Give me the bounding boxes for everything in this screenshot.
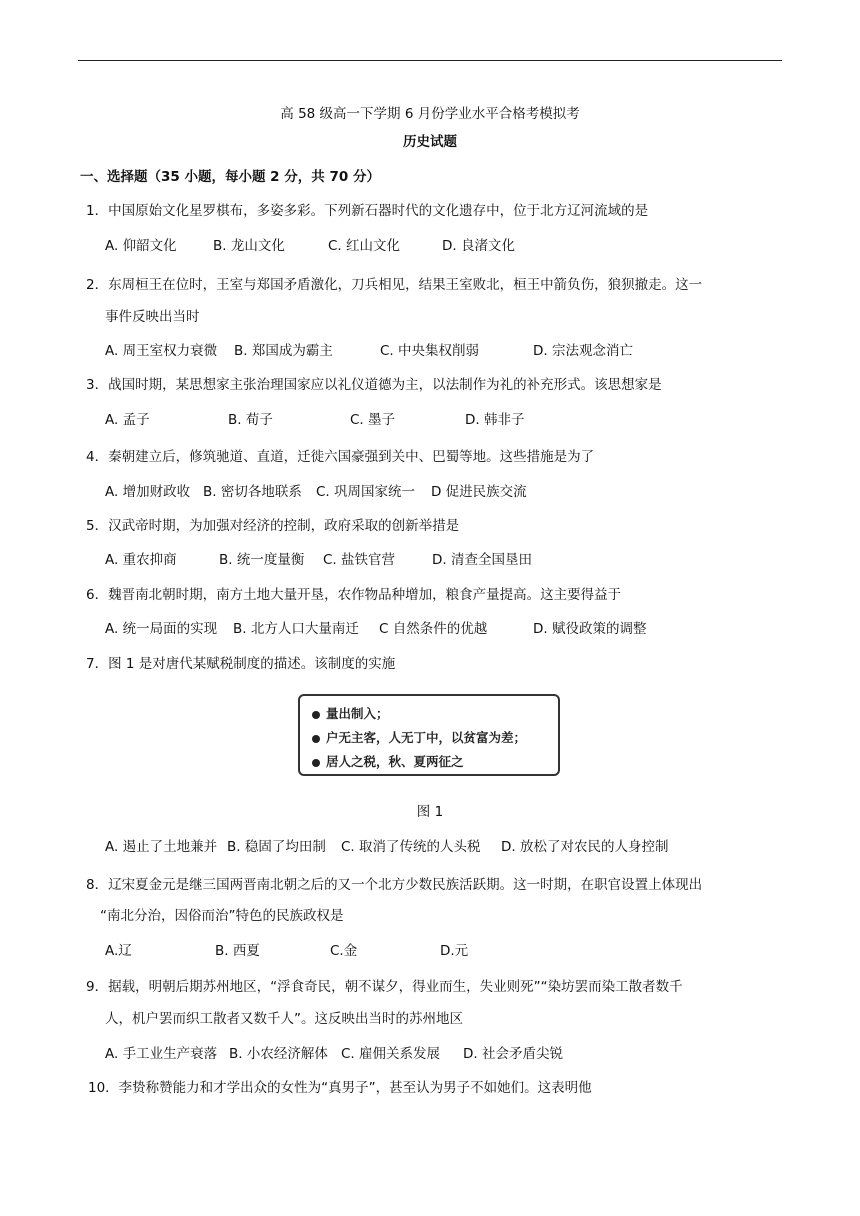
q9-option-c: C. 雇佣关系发展 <box>341 1046 441 1062</box>
q9-option-a: A. 手工业生产衰落 <box>105 1046 218 1062</box>
q4-option-c: C. 巩周国家统一 <box>316 484 416 500</box>
q1-option-a: A. 仰韶文化 <box>105 238 177 254</box>
question-3-stem: 3．战国时期，某思想家主张治理国家应以礼仪道德为主，以法制作为礼的补充形式。该思想家是 <box>86 377 662 393</box>
bullet-icon <box>312 711 320 719</box>
q6-option-b: B. 北方人口大量南迁 <box>233 621 359 637</box>
question-9-stem: 9．据载，明朝后期苏州地区，“浮食奇民，朝不谋夕，得业而生，失业则死”“染坊罢而染工散者数千 <box>86 979 683 995</box>
q5-option-c: C. 盐铁官营 <box>323 552 396 568</box>
q4-option-a: A. 增加财政收 <box>105 484 191 500</box>
q9-option-b: B. 小农经济解体 <box>229 1046 328 1062</box>
question-8-stem-cont: “南北分治，因俗而治”特色的民族政权是 <box>100 908 344 924</box>
q6-option-c: C 自然条件的优越 <box>379 621 488 637</box>
q5-option-b: B. 统一度量衡 <box>219 552 305 568</box>
exam-title: 历史试题 <box>403 134 457 150</box>
question-4-stem: 4．秦朝建立后，修筑驰道、直道，迁徙六国豪强到关中、巴蜀等地。这些措施是为了 <box>86 449 595 465</box>
question-5-stem: 5．汉武帝时期，为加强对经济的控制，政府采取的创新举措是 <box>86 518 460 534</box>
q8-option-b: B. 西夏 <box>215 943 260 959</box>
q5-option-a: A. 重农抑商 <box>105 552 177 568</box>
question-2-stem: 2．东周桓王在位时，王室与郑国矛盾激化，刀兵相见，结果王室败北，桓王中箭负伤，狼狈撤走。这一 <box>86 277 703 293</box>
bullet-icon <box>312 735 320 743</box>
question-6-stem: 6．魏晋南北朝时期，南方土地大量开垦，农作物品种增加，粮食产量提高。这主要得益于 <box>86 587 622 603</box>
section-heading: 一、选择题（35 小题，每小题 2 分，共 70 分） <box>80 169 380 185</box>
q1-option-d: D. 良渚文化 <box>442 238 515 254</box>
question-9-stem-cont: 人，机户罢而织工散者又数千人”。这反映出当时的苏州地区 <box>105 1011 463 1027</box>
q8-option-a: A.辽 <box>105 943 132 959</box>
figure-1-caption: 图 1 <box>416 804 444 820</box>
figure-1-box <box>298 694 560 776</box>
figure-1-line-3: 居人之税，秋、夏两征之 <box>312 752 464 770</box>
q7-option-b: B. 稳固了均田制 <box>227 839 326 855</box>
q2-option-a: A. 周王室权力衰微 <box>105 343 218 359</box>
figure-1-line-1: 量出制入； <box>312 704 389 722</box>
q3-option-d: D. 韩非子 <box>465 412 525 428</box>
question-7-stem: 7．图 1 是对唐代某赋税制度的描述。该制度的实施 <box>86 656 396 672</box>
q2-option-d: D. 宗法观念消亡 <box>533 343 633 359</box>
q7-option-c: C. 取消了传统的人头税 <box>341 839 481 855</box>
q3-option-c: C. 墨子 <box>350 412 396 428</box>
q6-option-d: D. 赋役政策的调整 <box>533 621 647 637</box>
q9-option-d: D. 社会矛盾尖锐 <box>463 1046 563 1062</box>
figure-1-line-2: 户无主客，人无丁中，以贫富为差； <box>312 728 526 746</box>
question-1-stem: 1．中国原始文化星罗棋布，多姿多彩。下列新石器时代的文化遗存中，位于北方辽河流域的是 <box>86 203 649 219</box>
q2-option-c: C. 中央集权削弱 <box>380 343 480 359</box>
header-rule <box>78 60 782 61</box>
q4-option-b: B. 密切各地联系 <box>203 484 302 500</box>
question-8-stem: 8．辽宋夏金元是继三国两晋南北朝之后的又一个北方少数民族活跃期。这一时期，在职官设置上体现出 <box>86 877 703 893</box>
q8-option-d: D.元 <box>440 943 469 959</box>
bullet-icon <box>312 759 320 767</box>
q4-option-d: D 促进民族交流 <box>431 484 527 500</box>
q2-option-b: B. 郑国成为霸主 <box>234 343 333 359</box>
question-10-stem: 10．李贽称赞能力和才学出众的女性为“真男子”，甚至认为男子不如她们。这表明他 <box>88 1080 592 1096</box>
q3-option-a: A. 孟子 <box>105 412 150 428</box>
q8-option-c: C.金 <box>330 943 358 959</box>
q5-option-d: D. 清查全国垦田 <box>432 552 532 568</box>
q7-option-a: A. 遏止了土地兼并 <box>105 839 218 855</box>
q1-option-b: B. 龙山文化 <box>213 238 285 254</box>
q7-option-d: D. 放松了对农民的人身控制 <box>501 839 669 855</box>
q1-option-c: C. 红山文化 <box>328 238 401 254</box>
exam-subtitle: 高 58 级高一下学期 6 月份学业水平合格考模拟考 <box>280 106 580 122</box>
q6-option-a: A. 统一局面的实现 <box>105 621 218 637</box>
q3-option-b: B. 荀子 <box>228 412 273 428</box>
question-2-stem-cont: 事件反映出当时 <box>105 309 200 325</box>
